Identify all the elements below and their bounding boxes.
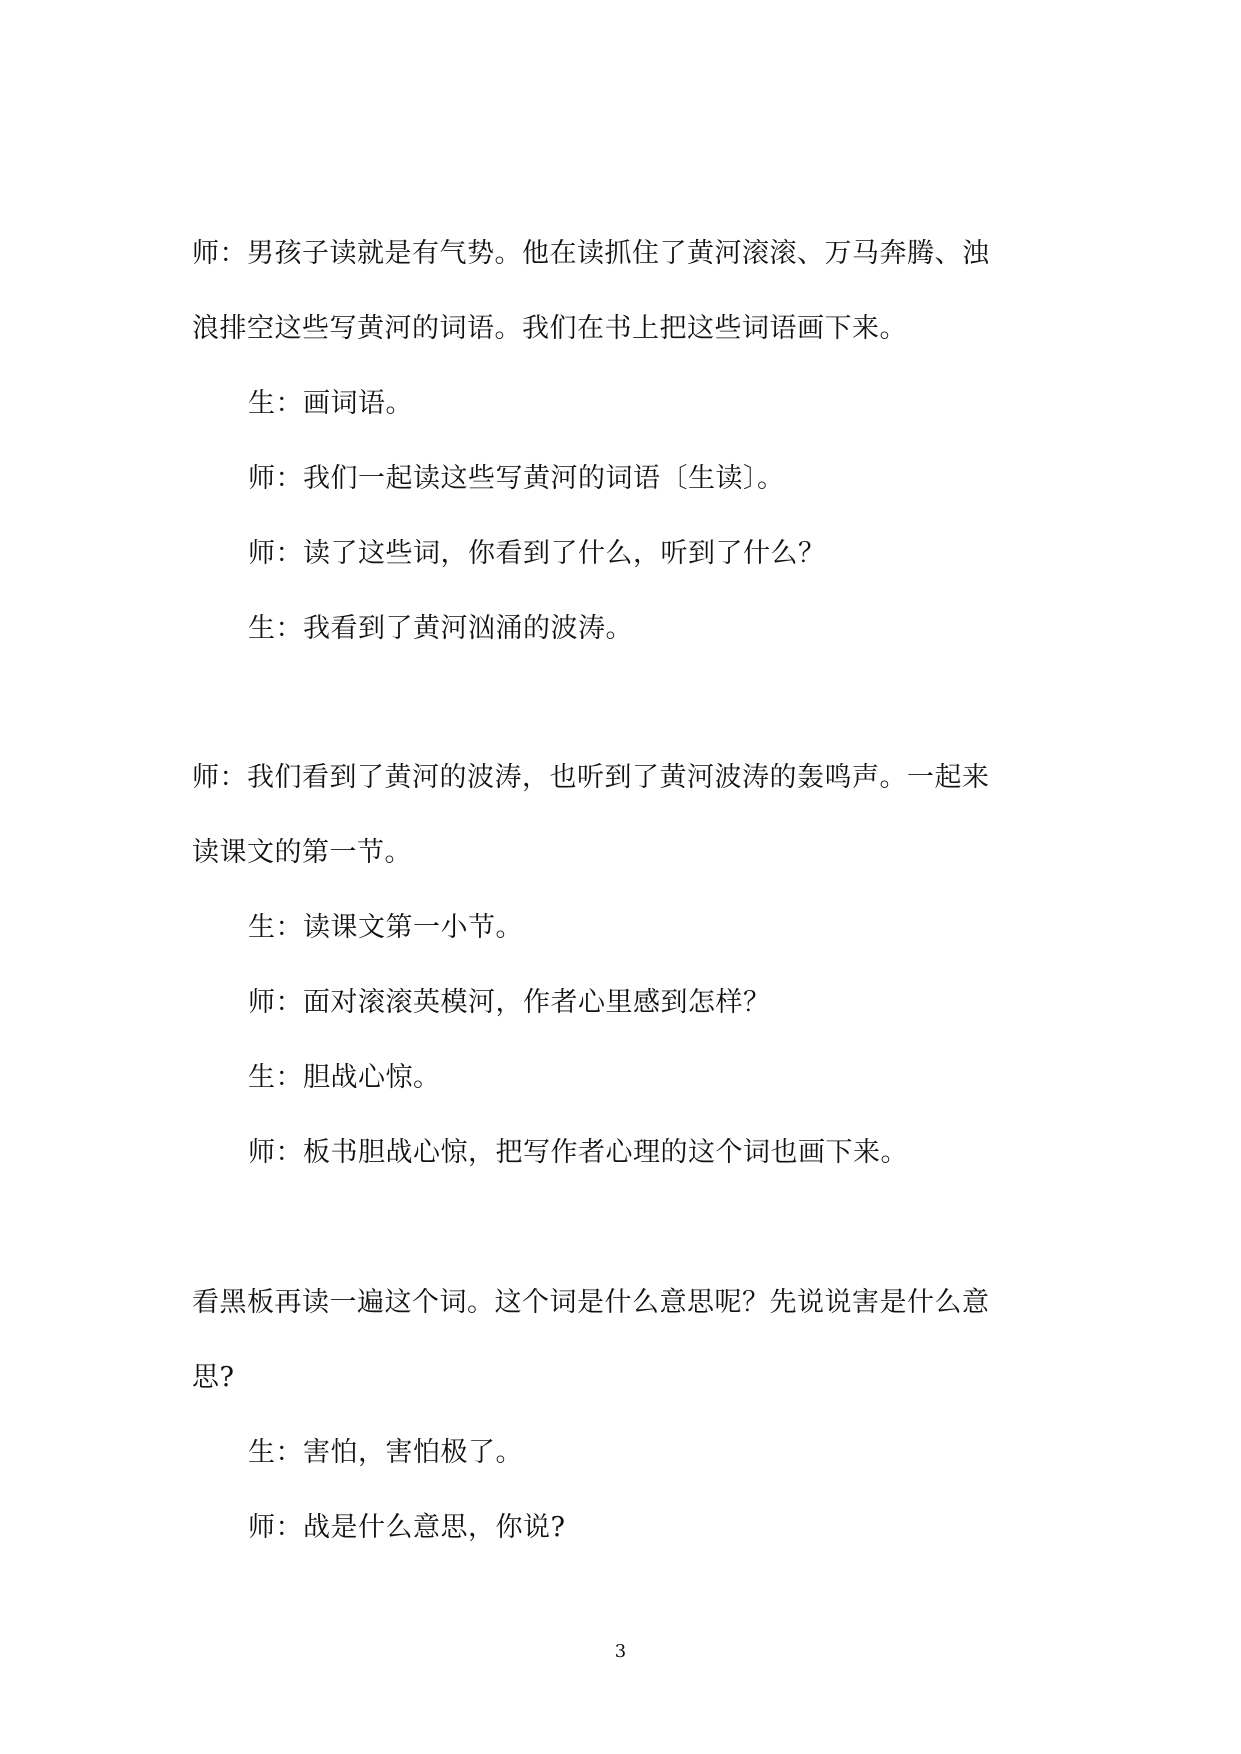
page-number: 3 (614, 1641, 627, 1662)
text-line-5: 师：读了这些词，你看到了什么，听到了什么？ (248, 538, 826, 569)
text-line-3: 生：画词语。 (248, 388, 413, 419)
text-line-7: 师：我们看到了黄河的波涛，也听到了黄河波涛的轰鸣声。一起来 (192, 762, 990, 793)
text-line-13: 看黑板再读一遍这个词。这个词是什么意思呢？先说说害是什么意 (192, 1287, 990, 1318)
text-line-16: 师：战是什么意思，你说? (248, 1512, 566, 1543)
text-line-1: 师：男孩子读就是有气势。他在读抓住了黄河滚滚、万马奔腾、浊 (192, 238, 990, 269)
text-line-12: 师：板书胆战心惊，把写作者心理的这个词也画下来。 (248, 1137, 908, 1168)
text-line-9: 生：读课文第一小节。 (248, 912, 523, 943)
text-line-6: 生：我看到了黄河汹涌的波涛。 (248, 613, 633, 644)
text-line-8: 读课文的第一节。 (192, 837, 412, 868)
text-line-11: 生：胆战心惊。 (248, 1062, 441, 1093)
text-line-2: 浪排空这些写黄河的词语。我们在书上把这些词语画下来。 (192, 313, 907, 344)
text-line-10: 师：面对滚滚英模河，作者心里感到怎样？ (248, 987, 771, 1018)
text-line-4: 师：我们一起读这些写黄河的词语〔生读〕。 (248, 463, 785, 494)
text-line-14: 思? (192, 1362, 235, 1393)
text-line-15: 生：害怕，害怕极了。 (248, 1437, 523, 1468)
